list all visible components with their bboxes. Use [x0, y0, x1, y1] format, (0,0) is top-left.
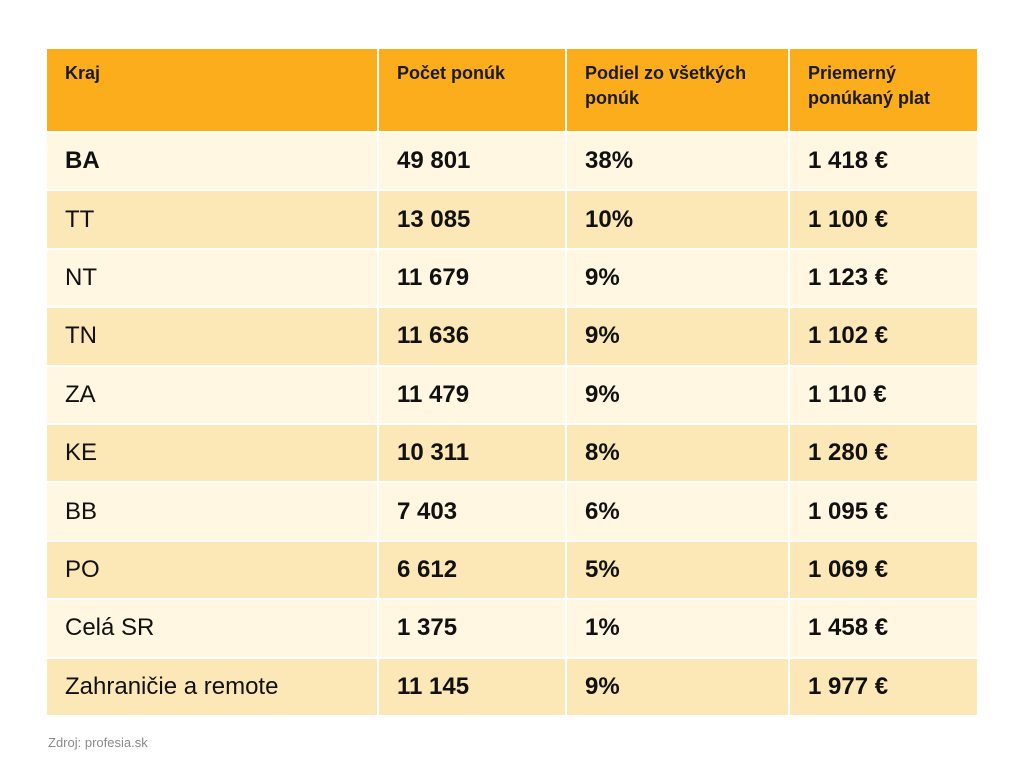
kraj-cell: TN: [47, 308, 379, 366]
header-podiel: Podiel zo všetkých ponúk: [567, 49, 790, 133]
pocet-cell: 11 636: [379, 308, 567, 366]
pocet-cell: 11 679: [379, 250, 567, 308]
plat-cell: 1 458 €: [790, 600, 977, 658]
podiel-cell: 8%: [567, 425, 790, 483]
kraj-cell: Celá SR: [47, 600, 379, 658]
header-pocet-ponuk: Počet ponúk: [379, 49, 567, 133]
podiel-cell: 9%: [567, 659, 790, 717]
plat-cell: 1 102 €: [790, 308, 977, 366]
podiel-cell: 5%: [567, 542, 790, 600]
podiel-cell: 9%: [567, 367, 790, 425]
kraj-cell: BB: [47, 483, 379, 541]
pocet-cell: 1 375: [379, 600, 567, 658]
kraj-cell: ZA: [47, 367, 379, 425]
podiel-cell: 10%: [567, 191, 790, 249]
podiel-cell: 38%: [567, 133, 790, 191]
plat-cell: 1 110 €: [790, 367, 977, 425]
header-kraj: Kraj: [47, 49, 379, 133]
kraj-cell: KE: [47, 425, 379, 483]
source-note: Zdroj: profesia.sk: [48, 735, 148, 750]
podiel-cell: 9%: [567, 308, 790, 366]
kraj-cell: TT: [47, 191, 379, 249]
plat-cell: 1 069 €: [790, 542, 977, 600]
plat-cell: 1 977 €: [790, 659, 977, 717]
plat-cell: 1 095 €: [790, 483, 977, 541]
plat-cell: 1 123 €: [790, 250, 977, 308]
podiel-cell: 9%: [567, 250, 790, 308]
pocet-cell: 13 085: [379, 191, 567, 249]
kraj-cell: NT: [47, 250, 379, 308]
plat-cell: 1 280 €: [790, 425, 977, 483]
pocet-cell: 49 801: [379, 133, 567, 191]
plat-cell: 1 100 €: [790, 191, 977, 249]
pocet-cell: 11 479: [379, 367, 567, 425]
plat-cell: 1 418 €: [790, 133, 977, 191]
podiel-cell: 1%: [567, 600, 790, 658]
pocet-cell: 6 612: [379, 542, 567, 600]
kraj-cell: PO: [47, 542, 379, 600]
kraj-cell: BA: [47, 133, 379, 191]
header-priemerny-plat: Priemerný ponúkaný plat: [790, 49, 977, 133]
podiel-cell: 6%: [567, 483, 790, 541]
kraj-cell: Zahraničie a remote: [47, 659, 379, 717]
pocet-cell: 7 403: [379, 483, 567, 541]
data-table: [47, 49, 977, 717]
pocet-cell: 10 311: [379, 425, 567, 483]
pocet-cell: 11 145: [379, 659, 567, 717]
